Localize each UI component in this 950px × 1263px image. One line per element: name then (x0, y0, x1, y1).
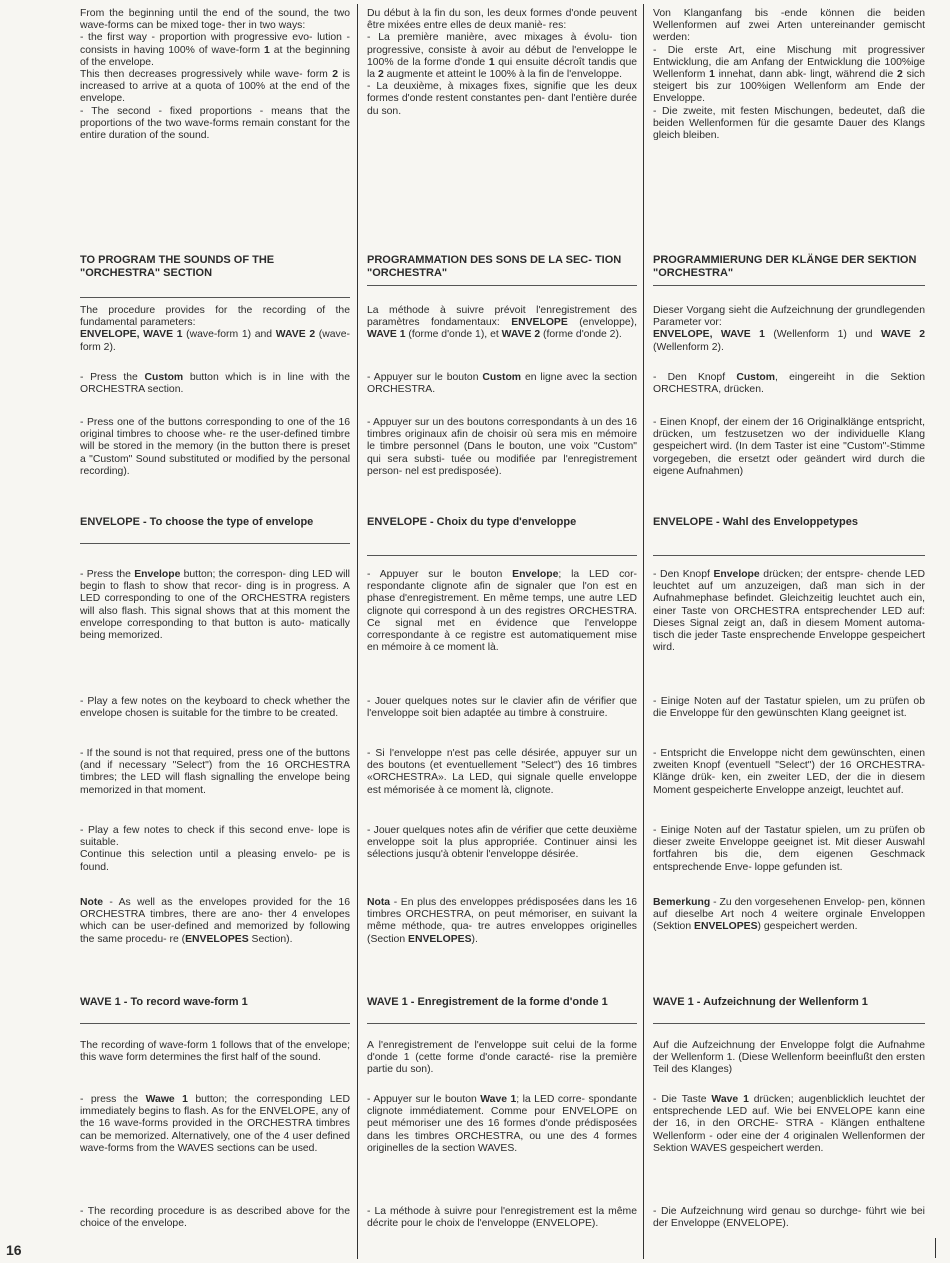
section-heading: WAVE 1 - Aufzeichnung der Wellenform 1 (653, 996, 868, 1008)
paragraph: - Einige Noten auf der Tastatur spielen, um zu prüfen ob dieser zweite Enveloppe geeignet ist. Mit dieser Auswahl fortfahren bis die, dem eigenen Geschmack entsprechende Enve- loppe gefunden ist. (653, 825, 925, 873)
paragraph: Dieser Vorgang sieht die Aufzeichnung der grundlegenden Parameter vor: ENVELOPE, WAVE 1 (Wellenform 1) und WAVE 2 (Wellenform 2). (653, 305, 926, 353)
paragraph: - Den Knopf Envelope drücken; der entspre- chende LED leuchtet auf um anzuzeigen, daß man sich in der Aufnahmephase befindet. Gleichzeitig leuchtet auch ein, einer Taste von ORCHESTRA entsprechender LED auf: Dieses Signal zeigt an, daß in diesem Moment automa- tisch die jeder Taste ensprechende Enveloppe gespeichert wird. (653, 569, 925, 654)
paragraph: - Die zweite, mit festen Mischungen, bedeutet, daß die beiden Wellenformen für die gesamte Dauer des Klangs gleich bleiben. (653, 105, 925, 142)
section-heading: ENVELOPE - Choix du type d'enveloppe (367, 516, 577, 528)
heading-rule (367, 555, 637, 556)
paragraph: - La méthode à suivre pour l'enregistrement est la même décrite pour le choix de l'enveloppe (ENVELOPE). (367, 1206, 637, 1230)
paragraph: - The recording procedure is as described above for the choice of the envelope. (80, 1206, 350, 1230)
paragraph: - If the sound is not that required, press one of the buttons (and if necessary "Select") from the 16 ORCHESTRA timbres; the LED will flash signalling the envelope being memorized in that moment. (80, 748, 350, 796)
paragraph: - Die erste Art, eine Mischung mit progressiver Entwicklung, die am Anfang der Entwicklung die 100%ige Wellenform 1 innehat, dann abk- lingt, während die 2 sich steigert bis zur 100%igen Wellenform am Ende der Enveloppe. (653, 44, 925, 105)
column-divider (643, 4, 644, 1259)
column-divider (935, 1238, 936, 1258)
section-heading: TO PROGRAM THE SOUNDS OF THE "ORCHESTRA" SECTION (80, 254, 275, 279)
paragraph: - Play a few notes to check if this second enve- lope is suitable. Continue this selection until a pleasing envelo- pe is found. (80, 825, 350, 873)
heading-rule (80, 1023, 350, 1024)
section-heading: WAVE 1 - To record wave-form 1 (80, 996, 248, 1008)
section-heading: PROGRAMMIERUNG DER KLÄNGE DER SEKTION "ORCHESTRA" (653, 254, 917, 279)
page-number: 16 (6, 1242, 22, 1258)
paragraph: This then decreases progressively while wave- form 2 is increased to arrive at a quota of 100% at the end of the envelope. (80, 69, 350, 105)
paragraph: - Appuyer sur le bouton Envelope; la LED cor- respondante clignote afin de signaler que l'on est en phase d'enregistrement. En même temps, une autre LED clignote qui correspond à un des registres ORCHESTRA. Ce signal met en évidence que l'enveloppe correspondante à ce registre est automatiquement mise en mémoire à ce moment là. (367, 569, 637, 654)
paragraph: The procedure provides for the recording of the fundamental parameters: ENVELOPE, WAVE 1 (wave-form 1) and WAVE 2 (wave-form 2). (80, 305, 350, 353)
paragraph: - Play a few notes on the keyboard to check whether the envelope chosen is suitable for the timbre to be created. (80, 696, 350, 720)
paragraph: - La première manière, avec mixages à évolu- tion progressive, consiste à avoir au début de l'enveloppe le 100% de la forme d'onde 1 qui ensuite décroît tandis que la 2 augmente et atteint le 100% à la fin de l'enveloppe. (367, 32, 638, 81)
paragraph: - Entspricht die Enveloppe nicht dem gewünschten, einen zweiten Knopf (eventuell "Select") der 16 ORCHESTRA- Klänge drük- ken, ein zweiter LED, der die in diesem Moment gespeicherte Enveloppe anzeigt, leuchtet auf. (653, 748, 925, 796)
paragraph: Auf die Aufzeichnung der Enveloppe folgt die Aufnahme der Wellenform 1. (Diese Wellenform beeinflußt den ersten Teil des Klanges) (653, 1040, 925, 1076)
paragraph: A l'enregistrement de l'enveloppe suit celui de la forme d'onde 1 (cette forme d'onde caracté- rise la première partie du son). (367, 1040, 637, 1076)
paragraph: - Einige Noten auf der Tastatur spielen, um zu prüfen ob die Enveloppe für den gewünschten Klang geeignet ist. (653, 696, 925, 720)
heading-rule (80, 297, 350, 298)
heading-rule (367, 1023, 637, 1024)
paragraph: - Appuyer sur le bouton Custom en ligne avec la section ORCHESTRA. (367, 372, 638, 396)
paragraph: - Si l'enveloppe n'est pas celle désirée, appuyer sur un des boutons (et eventuellement "Select") des 16 timbres «ORCHESTRA». La LED, qui signale quelle enveloppe est mémorisée à ce moment là, clignote. (367, 748, 637, 796)
heading-rule (653, 285, 925, 286)
paragraph: Note - As well as the envelopes provided for the 16 ORCHESTRA timbres, there are ano- ther 4 envelopes which can be user-defined and memorized by following the same procedu- re (ENVELOPES Section). (80, 897, 350, 945)
paragraph: From the beginning until the end of the sound, the two wave-forms can be mixed toge- ther in two ways: (80, 8, 350, 32)
paragraph: - Einen Knopf, der einem der 16 Originalklänge entspricht, drücken, um festzusetzen wo der individuelle Klang gespeichert wird. (In dem Taster ist eine "Custom"-Stimme vorgegeben, die ersetzt oder geändert wird durch die eigene Aufnahmen) (653, 417, 925, 477)
paragraph: La méthode à suivre prévoit l'enregistrement des paramètres fondamentaux: ENVELOPE (enveloppe), WAVE 1 (forme d'onde 1), et WAVE 2 (forme d'onde 2). (367, 305, 637, 341)
paragraph: Von Klanganfang bis -ende können die beiden Wellenformen auf zwei Arten untereinander gemischt werden: (653, 8, 925, 44)
paragraph: - Appuyer sur un des boutons correspondants à un des 16 timbres originaux afin de choisir où sera mis en mémoire le timbre personnel (Dans le bouton, une voix "Custom" qui sera substi- tuée ou modifiée par l'enregistrement person- nel est predisposée). (367, 417, 637, 477)
section-heading: ENVELOPE - Wahl des Enveloppetypes (653, 516, 858, 528)
heading-rule (653, 1023, 925, 1024)
paragraph: - La deuxième, à mixages fixes, signifie que les deux formes d'onde restent constantes pen- dant l'entière durée du son. (367, 81, 637, 117)
section-heading: WAVE 1 - Enregistrement de la forme d'onde 1 (367, 996, 608, 1008)
paragraph: Bemerkung - Zu den vorgesehenen Envelop- pen, können auf dieselbe Art noch 4 weitere orginale Enveloppen (Sektion ENVELOPES) gespeichert werden. (653, 897, 925, 933)
paragraph: - The second - fixed proportions - means that the proportions of the two wave-forms remain constant for the entire duration of the sound. (80, 105, 350, 142)
paragraph: - Press one of the buttons corresponding to one of the 16 original timbres to choose whe- re the user-defined timbre will be stored in the memory (in the button there is preset a "Custom" Sound substituted or modified by the personal recording). (80, 417, 350, 477)
paragraph: The recording of wave-form 1 follows that of the envelope; this wave form determines the first half of the sound. (80, 1040, 350, 1064)
paragraph: Du début à la fin du son, les deux formes d'onde peuvent être mixées entre elles de deux maniè- res: (367, 8, 637, 32)
heading-rule (367, 285, 637, 286)
paragraph: - Jouer quelques notes sur le clavier afin de vérifier que l'enveloppe soit bien adaptée au timbre à construire. (367, 696, 637, 720)
paragraph: - Press the Custom button which is in line with the ORCHESTRA section. (80, 372, 350, 396)
paragraph: - Die Taste Wave 1 drücken; augenblicklich leuchtet der entsprechende LED auf. Wie bei ENVELOPE kann eine der 16, in den ORCHE- STRA - Klängen enthaltene Wellenform - oder eine der 4 originalen Wellenformen der Sektion WAVES gespeichert werden. (653, 1094, 925, 1154)
page-margin (0, 0, 44, 1263)
paragraph: - Appuyer sur le bouton Wave 1; la LED corre- spondante clignote immédiatement. Comme pour ENVELOPE on peut mémoriser une des 16 formes d'onde prédisposées dans les timbres ORCHESTRA, ou une des 4 formes originelles de la section WAVES. (367, 1094, 637, 1154)
paragraph: - Den Knopf Custom, eingereiht in die Sektion ORCHESTRA, drücken. (653, 372, 926, 396)
paragraph: - Jouer quelques notes afin de vérifier que cette deuxième enveloppe soit la plus appropriée. Continuer ainsi les sélections jusqu'à obtenir l'enveloppe désirée. (367, 825, 637, 861)
heading-rule (80, 543, 350, 544)
paragraph: - Die Aufzeichnung wird genau so durchge- führt wie bei der Enveloppe (ENVELOPE). (653, 1206, 925, 1230)
column-divider (357, 4, 358, 1259)
paragraph: - press the Wawe 1 button; the corresponding LED immediately begins to flash. As for the ENVELOPE, any of the 16 wave-forms provided in the ORCHESTRA timbres can be memorized. Alternatively, one of the 4 user defined wave-forms from the WAVES sections can be used. (80, 1094, 350, 1154)
paragraph: - the first way - proportion with progressive evo- lution - consists in having 100% of wave-form 1 at the beginning of the envelope. (80, 32, 350, 68)
section-heading: ENVELOPE - To choose the type of envelope (80, 516, 314, 528)
section-heading: PROGRAMMATION DES SONS DE LA SEC- TION "ORCHESTRA" (367, 254, 622, 279)
paragraph: Nota - En plus des enveloppes prédisposées dans les 16 timbres ORCHESTRA, on peut mémoriser, en suivant la même méthode, qua- tre autres enveloppes originelles (Section ENVELOPES). (367, 897, 637, 945)
heading-rule (653, 555, 925, 556)
paragraph: - Press the Envelope button; the correspon- ding LED will begin to flash to show that recor- ding is in progress. A LED corresponding to one of the ORCHESTRA registers will also flash. This signal shows that at this moment the envelope corresponding to that button is auto- matically being memorized. (80, 569, 350, 642)
